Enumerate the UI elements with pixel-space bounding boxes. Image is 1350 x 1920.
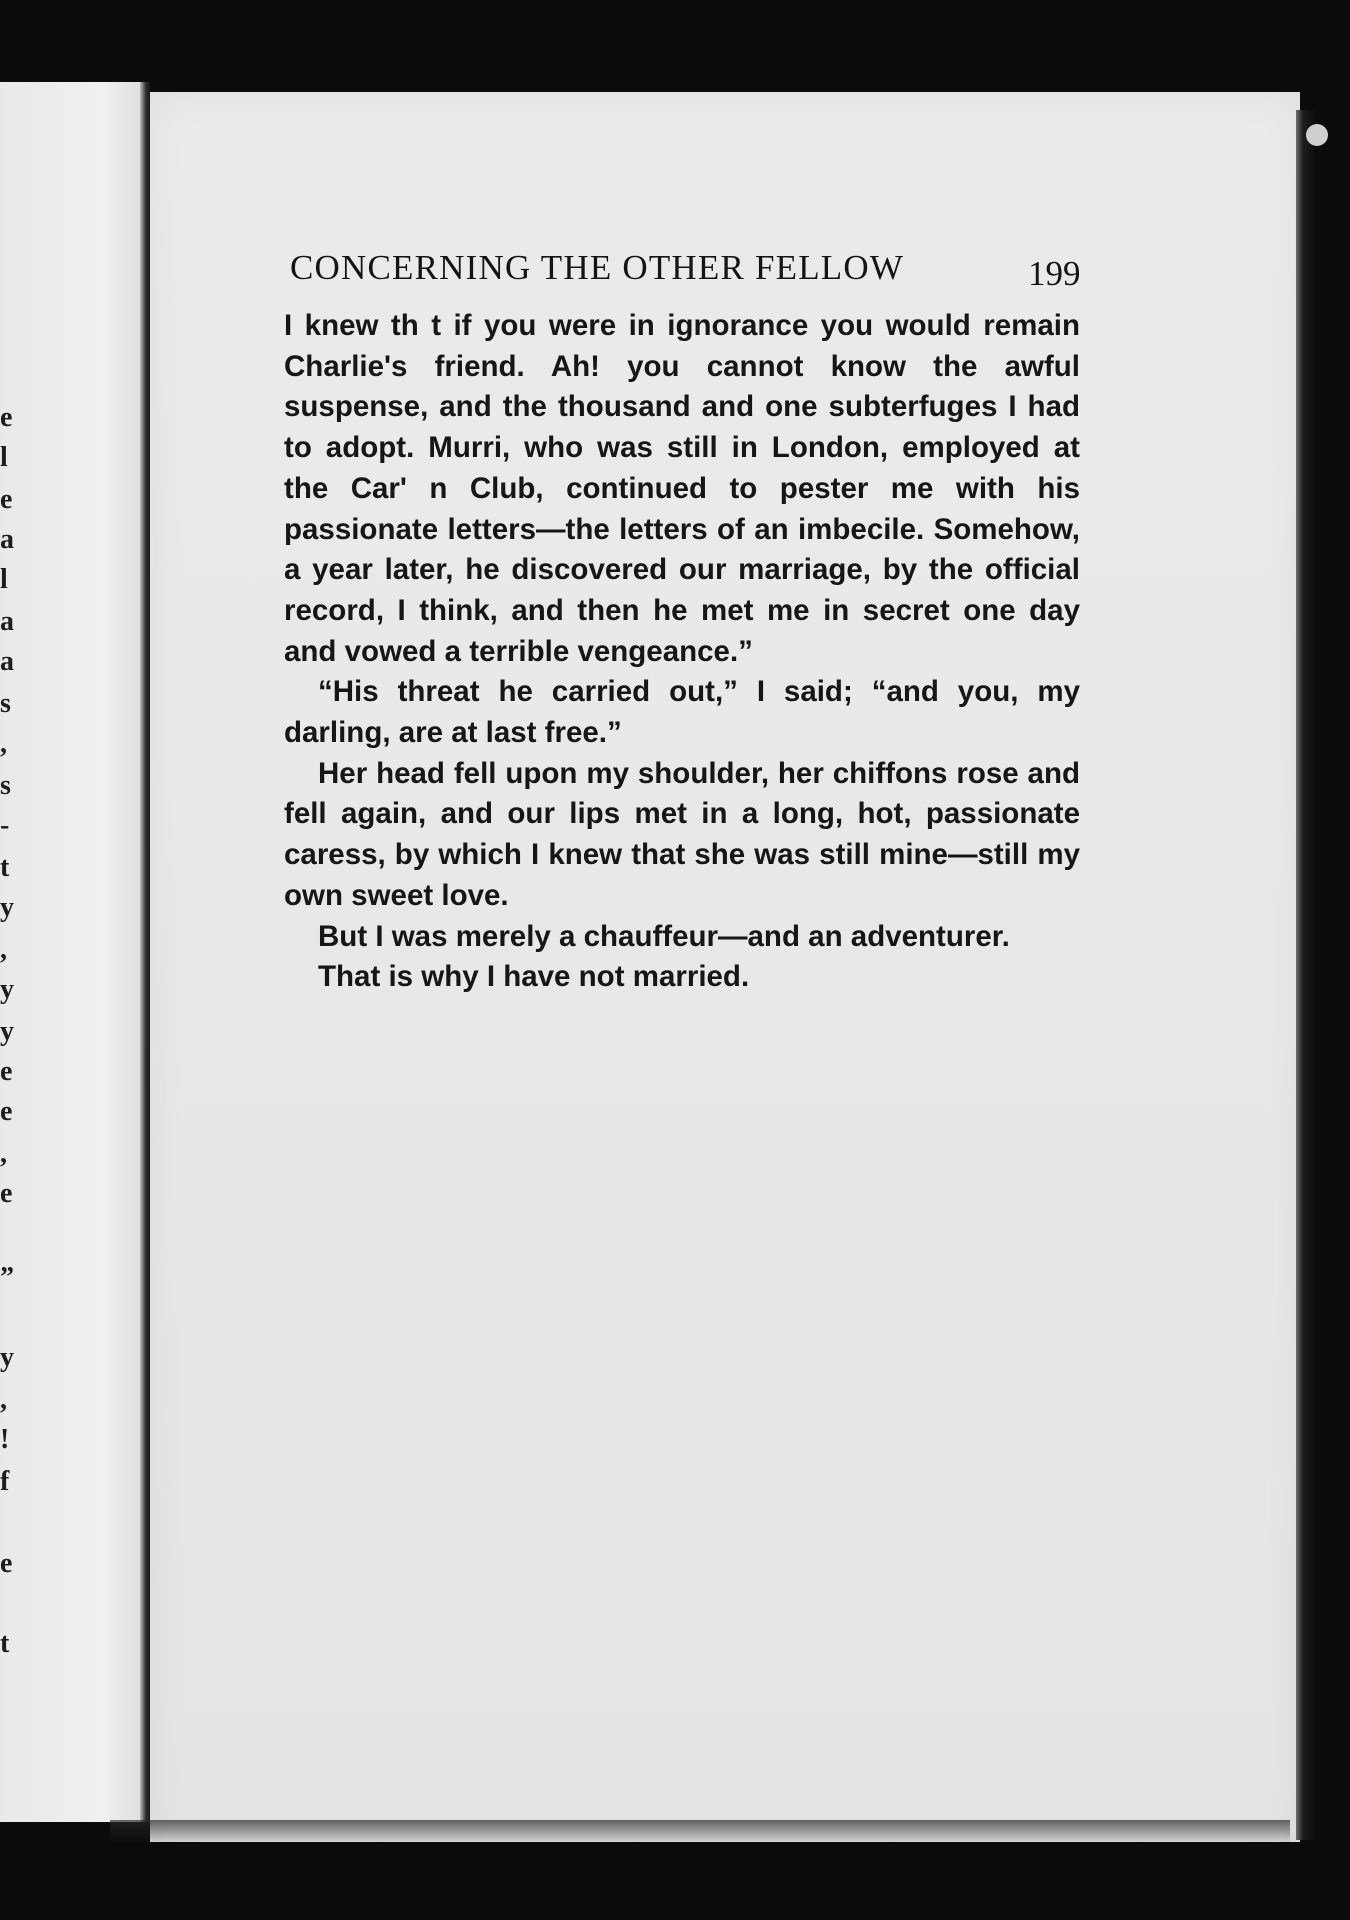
fragment: y bbox=[0, 892, 14, 923]
fragment: , bbox=[0, 1138, 7, 1169]
paragraph: I knew th t if you were in ignorance you would remain Charlie's friend. Ah! you cannot know the awful suspense, and the thousand and one subterfuges I had to adopt. Murri, who was still in London, employed at the Car' n Club, continued to pester me with his passionate letters—the letters of an imbecile. Somehow, a year later, he discovered our marriage, by the official record, I think, and then he met me in secret one day and vowed a terrible vengeance.” bbox=[284, 309, 1080, 668]
fragment: f bbox=[0, 1466, 10, 1497]
fragment: s bbox=[0, 688, 11, 719]
fragment: t bbox=[0, 852, 10, 883]
fragment: - bbox=[0, 810, 10, 841]
fragment: , bbox=[0, 1384, 7, 1415]
fragment: a bbox=[0, 606, 14, 637]
fragment: l bbox=[0, 442, 8, 473]
fragment: y bbox=[0, 974, 14, 1005]
fragment: , bbox=[0, 934, 7, 965]
page-bottom-shadow bbox=[110, 1820, 1290, 1844]
fragment: e bbox=[0, 1096, 13, 1127]
fragment: t bbox=[0, 1628, 10, 1659]
fragment: l bbox=[0, 564, 8, 595]
paragraph: That is why I have not married. bbox=[318, 960, 750, 994]
fragment: e bbox=[0, 1178, 13, 1209]
previous-page-edge bbox=[0, 82, 148, 1822]
paragraph: But I was merely a chauffeur—and an adventurer. bbox=[318, 919, 1010, 953]
fragment: e bbox=[0, 1548, 13, 1579]
fragment: ! bbox=[0, 1424, 10, 1455]
running-head-title: CONCERNING THE OTHER FELLOW bbox=[290, 248, 905, 287]
page-number: 199 bbox=[1028, 254, 1081, 293]
fragment: e bbox=[0, 1056, 13, 1087]
fragment: y bbox=[0, 1342, 14, 1373]
fragment: s bbox=[0, 770, 11, 801]
body-text bbox=[284, 306, 1080, 998]
fragment: e bbox=[0, 402, 13, 433]
fragment: y bbox=[0, 1016, 14, 1047]
paragraph: “His threat he carried out,” I said; “and you, my darling, are at last free.” bbox=[284, 675, 1080, 750]
page-fore-edge bbox=[1296, 110, 1314, 1840]
corner-blemish bbox=[1306, 124, 1328, 146]
fragment: ” bbox=[0, 1262, 14, 1293]
paragraph: Her head fell upon my shoulder, her chiffons rose and fell again, and our lips met in a long, hot, passionate caress, by which I knew that she was still mine—still my own sweet love. bbox=[284, 756, 1080, 912]
fragment: e bbox=[0, 484, 13, 515]
fragment: a bbox=[0, 524, 14, 555]
fragment: a bbox=[0, 646, 14, 677]
fragment: , bbox=[0, 728, 7, 759]
book-gutter bbox=[140, 82, 150, 1822]
